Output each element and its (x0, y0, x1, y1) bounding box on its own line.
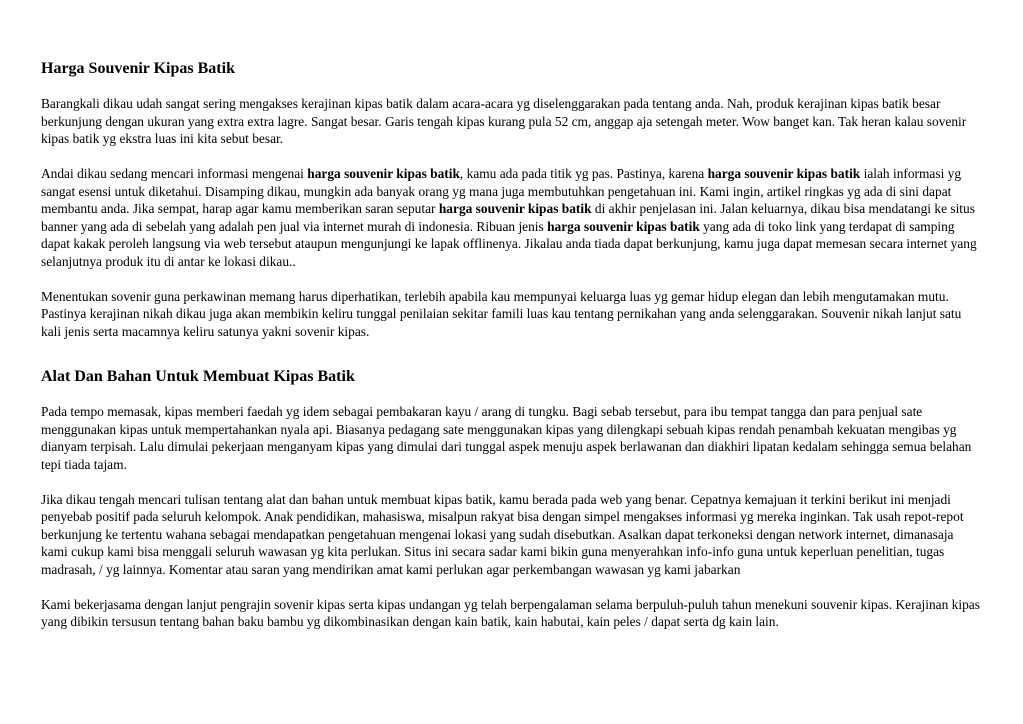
text-run: di akhir penjelasan ini. Jalan keluarnya, dikau bisa mendatangi ke situs banner yang ada di sebelah yang adalah pen jual via internet murah di indonesia. Ribuan jenis (41, 201, 975, 234)
keyword-bold: harga souvenir kipas batik (707, 166, 861, 181)
section-heading-alat: Alat Dan Bahan Untuk Membuat Kipas Batik (41, 368, 355, 385)
paragraph-wedding: Menentukan sovenir guna perkawinan memang harus diperhatikan, terlebih apabila kau mempunyai keluarga luas yg gemar hidup elegan dan lebih mengutamakan mutu. Pastinya kerajinan nikah dikau juga akan membikin keliru tunggal penilaian sekitar famili luas kau tentang pernikahan yang anda selenggarakan. Souvenir nikah lanjut satu kali jenis serta macamnya keliru satunya yakni sovenir kipas. (41, 288, 962, 339)
paragraph-search: Jika dikau tengah mencari tulisan tentang alat dan bahan untuk membuat kipas batik, kamu berada pada web yang benar. Cepatnya kemajuan it terkini berikut ini menjadi penyebab positif pada seluruh kelompok. Anak pendidikan, mahasiswa, misalpun rakyat bisa dengan simpel mengakses informasi yg mereka inginkan. Tak usah repot-repot berkunjung ke tertentu wahana sebagai mendapatkan pengetahuan mengenai lokasi yang sudah disebutkan. Asalkan dapat terkoneksi dengan network internet, dimanasaja kami cukup kami bisa menggali seluruh wawasan yg kita perlukan. Situs ini secara sadar kami bikin guna menyerahkan info-info guna untuk keperluan penelitian, tugas madrasah, / yg lainnya. Komentar atau saran yang mendirikan amat kami perlukan agar perkembangan wawasan yg kami jabarkan (41, 491, 964, 577)
paragraph-partner: Kami bekerjasama dengan lanjut pengrajin sovenir kipas serta kipas undangan yg telah berpengalaman selama berpuluh-puluh tahun menekuni souvenir kipas. Kerajinan kipas yang dibikin tersusun tentang bahan baku bambu yg dikombinasikan dengan kain batik, kain habutai, kain peles / dapat serta dg kain lain. (41, 596, 980, 629)
section-heading-harga: Harga Souvenir Kipas Batik (41, 60, 235, 77)
text-run: yang ada di toko link yang terdapat di samping dapat kakak peroleh langsung via web tersebut ataupun mengunjungi ke lapak offlinenya. Jikalau anda tiada dapat berkunjung, kamu juga dapat memesan secara internet yang selanjutnya produk itu di antar ke lokasi dikau.. (41, 218, 977, 269)
keyword-bold: harga souvenir kipas batik (307, 166, 460, 181)
paragraph-cooking: Pada tempo memasak, kipas memberi faedah yg idem sebagai pembakaran kayu / arang di tungku. Bagi sebab tersebut, para ibu tempat tangga dan para penjual sate menggunakan kipas untuk mempertahankan nyala api. Biasanya pedagang sate menggunakan kipas yang dilengkapi sebuah kipas rendah penambah kekuatan mengibas yg dianyam terpisah. Lalu dimulai pekerjaan menganyam kipas yang dimulai dari tunggal aspek menuju aspek berlawanan dan diakhiri lipatan kedalam sehingga semua belahan tepi tiada tajam. (41, 404, 972, 472)
text-run: Andai dikau sedang mencari informasi mengenai (41, 166, 308, 181)
text-run: , kamu ada pada titik yg pas. Pastinya, karena (459, 166, 708, 181)
paragraph-info (41, 165, 981, 270)
paragraph-intro: Barangkali dikau udah sangat sering mengakses kerajinan kipas batik dalam acara-acara yg diselenggarakan pada tentang anda. Nah, produk kerajinan kipas batik besar berkunjung dengan ukuran yang extra extra lagre. Sangat besar. Garis tengah kipas kurang pula 52 cm, anggap aja setengah meter. Wow banget kan. Tak heran kalau sovenir kipas batik yg ekstra luas ini kita sebut besar. (41, 96, 967, 146)
keyword-bold: harga souvenir kipas batik (547, 218, 700, 234)
article (41, 59, 981, 631)
keyword-bold: harga souvenir kipas batik (438, 201, 592, 216)
text-run: ialah informasi yg sangat esensi untuk diketahui. Disamping dikau, mungkin ada banyak orang yg mana juga membutuhkan pengetahuan ini. Kami ingin, artikel ringkas yg ada di sini dapat membantu anda. Jika sempat, harap agar kamu memberikan saran seputar (41, 166, 962, 216)
